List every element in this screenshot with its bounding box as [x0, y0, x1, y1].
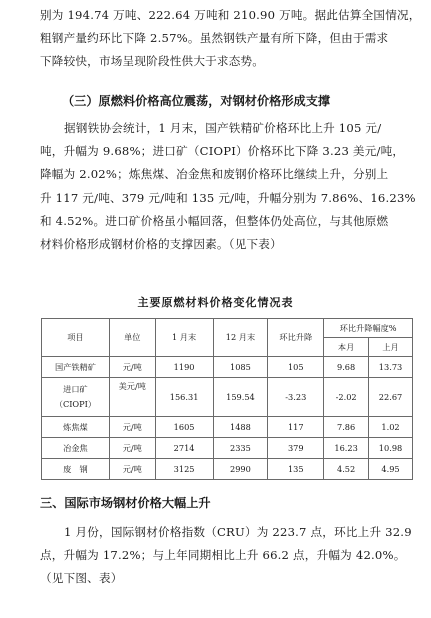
cell-last-month: 10.98: [369, 438, 413, 459]
header-this-month: 本月: [324, 338, 369, 357]
section-heading-raw-materials: （三）原燃料价格高位震荡，对钢材价格形成支撑: [62, 94, 331, 108]
cell-unit: 元/吨: [109, 438, 155, 459]
paragraph-line: 据钢铁协会统计，1 月末，国产铁精矿价格环比上升 105 元/: [64, 121, 382, 135]
header-unit: 单位: [109, 319, 155, 357]
section-heading-international: 三、国际市场钢材价格大幅上升: [40, 496, 211, 510]
table-row: [42, 417, 413, 438]
table-title: 主要原燃材料价格变化情况表: [137, 296, 294, 309]
header-item: 项目: [42, 319, 110, 357]
paragraph-line: 和 4.52%。进口矿价格虽小幅回落，但整体仍处高位，与其他原燃: [40, 213, 389, 228]
raw-materials-paragraph: [40, 117, 416, 256]
cell-item: 炼焦煤: [42, 417, 110, 438]
cell-change: 105: [268, 357, 324, 378]
table-row: [42, 459, 413, 480]
cell-change: 379: [268, 438, 324, 459]
cell-jan: 1605: [155, 417, 213, 438]
cell-last-month: 1.02: [369, 417, 413, 438]
cell-this-month: 9.68: [324, 357, 369, 378]
cell-last-month: 4.95: [369, 459, 413, 480]
cell-unit: 元/吨: [109, 459, 155, 480]
cell-unit: 元/吨: [109, 357, 155, 378]
intro-line: 别为 194.74 万吨、222.64 万吨和 210.90 万吨。据此估算全国情况，: [40, 8, 421, 22]
header-jan-end: 1 月末: [155, 319, 213, 357]
table-row: [42, 357, 413, 378]
paragraph-line: 材料价格形成钢材价格的支撑因素。（见下表）: [40, 236, 282, 251]
cell-item: 废 钢: [42, 459, 110, 480]
header-dec-end: 12 月末: [213, 319, 268, 357]
cell-last-month: 22.67: [369, 378, 413, 417]
cell-item-line1: 进口矿: [63, 384, 88, 394]
cell-unit: 元/吨: [109, 417, 155, 438]
paragraph-line: 点，升幅为 17.2%；与上年同期相比上升 66.2 点，升幅为 42.0%。: [40, 548, 406, 563]
cell-item-line2: （CIOPI）: [54, 399, 97, 409]
cell-change: 117: [268, 417, 324, 438]
header-last-month: 上月: [369, 338, 413, 357]
cell-change: 135: [268, 459, 324, 480]
cell-dec: 2990: [213, 459, 268, 480]
cell-item: 国产铁精矿: [42, 357, 110, 378]
cell-item: [42, 378, 110, 417]
paragraph-line: 1 月份，国际钢材价格指数（CRU）为 223.7 点，环比上升 32.9: [64, 525, 412, 539]
header-change: 环比升降: [268, 319, 324, 357]
price-table: [41, 318, 413, 480]
intro-line: 粗钢产量约环比下降 2.57%。虽然钢铁产量有所下降，但由于需求: [40, 31, 389, 46]
table-row: [42, 438, 413, 459]
paragraph-line: 吨，升幅为 9.68%；进口矿（CIOPI）价格环比下降 3.23 美元/吨，: [40, 144, 405, 159]
cell-this-month: 7.86: [324, 417, 369, 438]
cell-jan: 2714: [155, 438, 213, 459]
cell-this-month: 16.23: [324, 438, 369, 459]
cell-jan: 1190: [155, 357, 213, 378]
table-row: [42, 378, 413, 417]
cell-dec: 1085: [213, 357, 268, 378]
intro-paragraph: [40, 4, 421, 74]
cell-jan: 156.31: [155, 378, 213, 417]
cell-change: -3.23: [268, 378, 324, 417]
cell-item: 冶金焦: [42, 438, 110, 459]
intro-line: 下降较快，市场呈现阶段性供大于求态势。: [40, 54, 265, 69]
cell-dec: 2335: [213, 438, 268, 459]
cell-last-month: 13.73: [369, 357, 413, 378]
paragraph-line: 升 117 元/吨、379 元/吨和 135 元/吨，升幅分别为 7.86%、16.23%: [40, 190, 416, 205]
header-rate-group: 环比升降幅度%: [324, 319, 413, 338]
cell-this-month: -2.02: [324, 378, 369, 417]
cell-this-month: 4.52: [324, 459, 369, 480]
cell-unit: 美元/吨: [109, 378, 155, 417]
cell-dec: 159.54: [213, 378, 268, 417]
paragraph-line: 降幅为 2.02%；炼焦煤、冶金焦和废钢价格环比继续上升，分别上: [40, 167, 389, 182]
cell-dec: 1488: [213, 417, 268, 438]
cru-paragraph: [40, 521, 412, 591]
cell-jan: 3125: [155, 459, 213, 480]
paragraph-line: （见下图、表）: [40, 571, 123, 586]
